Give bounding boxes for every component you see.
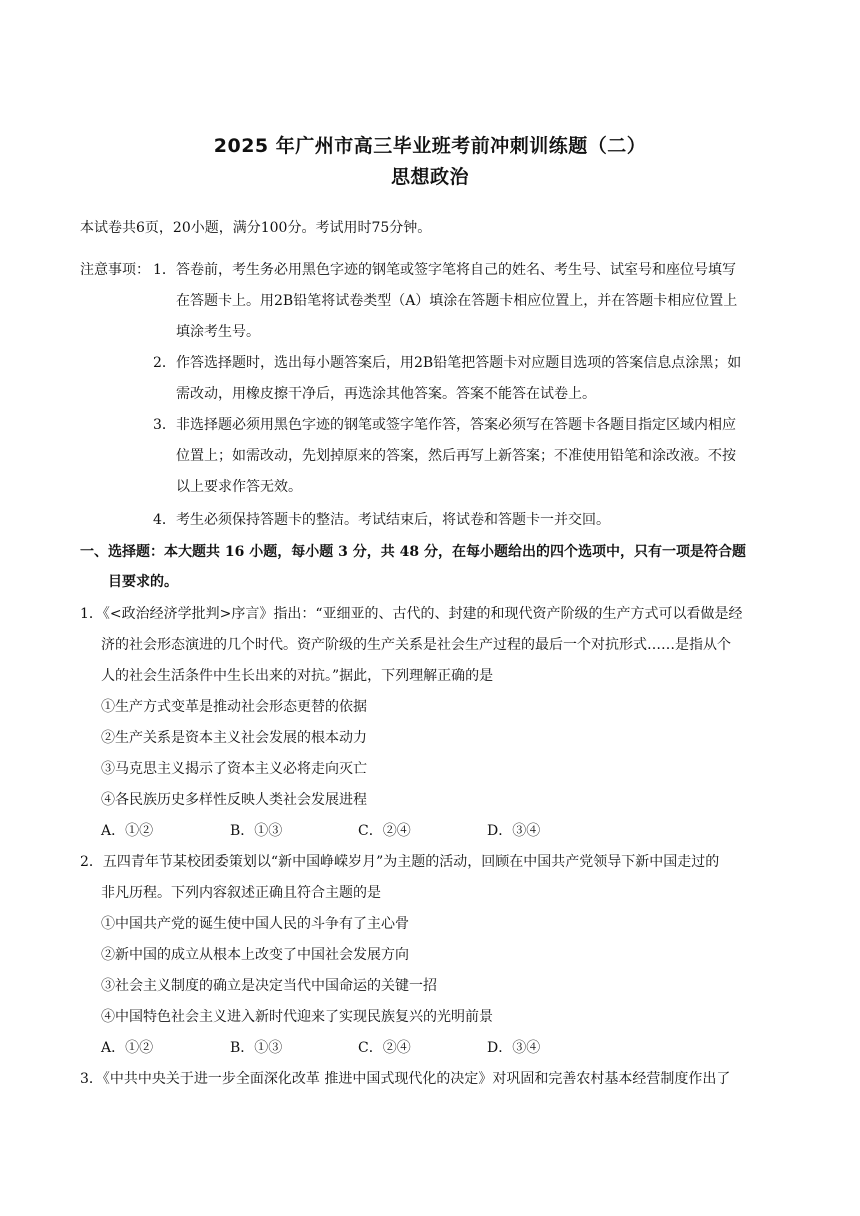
statement: ④中国特色社会主义进入新时代迎来了实现民族复兴的光明前景 [101, 1009, 493, 1025]
answer-option: A．①② [101, 1040, 154, 1056]
statement: ①生产方式变革是推动社会形态更替的依据 [101, 699, 367, 715]
question-stem: 3．《中共中央关于进一步全面深化改革 推进中国式现代化的决定》对巩固和完善农村基本经营制度作出了 [80, 1071, 731, 1087]
answer-option: A．①② [101, 823, 154, 839]
answer-option: C．②④ [358, 1040, 411, 1056]
exam-title: 2025 年广州市高三毕业班考前冲刺训练题（二） [213, 135, 647, 157]
note-line: 在答题卡上。用2B铅笔将试卷类型（A）填涂在答题卡相应位置上，并在答题卡相应位置上 [176, 293, 738, 309]
note-line: 位置上；如需改动，先划掉原来的答案，然后再写上新答案；不准使用铅笔和涂改液。不按 [176, 448, 736, 464]
statement: ②新中国的成立从根本上改变了中国社会发展方向 [101, 947, 409, 963]
answer-option: B．①③ [230, 823, 283, 839]
question-stem: 2．五四青年节某校团委策划以“新中国峥嵘岁月”为主题的活动，回顾在中国共产党领导下新中国走过的 [80, 854, 720, 870]
subject-title: 思想政治 [390, 166, 469, 188]
note-number: 2． [153, 355, 176, 371]
question-stem: 人的社会生活条件中生长出来的对抗。”据此，下列理解正确的是 [101, 668, 494, 684]
statement: ④各民族历史多样性反映人类社会发展进程 [101, 792, 367, 808]
question-stem: 非凡历程。下列内容叙述正确且符合主题的是 [101, 885, 381, 901]
note-number: 1． [153, 262, 176, 278]
intro-text: 本试卷共6页，20小题，满分100分。考试用时75分钟。 [80, 220, 432, 236]
note-line: 需改动，用橡皮擦干净后，再选涂其他答案。答案不能答在试卷上。 [176, 386, 596, 402]
question-stem: 1．《<政治经济学批判>序言》指出：“亚细亚的、古代的、封建的和现代资产阶级的生产方式可以看做是经 [80, 606, 743, 622]
note-line: 非选择题必须用黑色字迹的钢笔或签字笔作答，答案必须写在答题卡各题目指定区域内相应 [176, 417, 736, 433]
statement: ②生产关系是资本主义社会发展的根本动力 [101, 730, 367, 746]
notes-label: 注意事项： [80, 262, 150, 278]
answer-option: C．②④ [358, 823, 411, 839]
section-heading: 一、选择题：本大题共 16 小题，每小题 3 分，共 48 分，在每小题给出的四个选项中，只有一项是符合题 [80, 544, 746, 560]
answer-option: D．③④ [487, 1040, 541, 1056]
statement: ③社会主义制度的确立是决定当代中国命运的关键一招 [101, 978, 437, 994]
note-number: 3． [153, 417, 176, 433]
note-line: 以上要求作答无效。 [176, 479, 302, 495]
answer-option: D．③④ [487, 823, 541, 839]
question-stem: 济的社会形态演进的几个时代。资产阶级的生产关系是社会生产过程的最后一个对抗形式……是指从个 [101, 637, 731, 653]
note-line: 作答选择题时，选出每小题答案后，用2B铅笔把答题卡对应题目选项的答案信息点涂黑；如 [176, 355, 742, 371]
statement: ①中国共产党的诞生使中国人民的斗争有了主心骨 [101, 916, 409, 932]
note-line: 填涂考生号。 [176, 324, 260, 340]
note-number: 4． [153, 512, 176, 528]
note-line: 答卷前，考生务必用黑色字迹的钢笔或签字笔将自己的姓名、考生号、试室号和座位号填写 [176, 262, 736, 278]
note-line: 考生必须保持答题卡的整洁。考试结束后，将试卷和答题卡一并交回。 [176, 512, 610, 528]
answer-option: B．①③ [230, 1040, 283, 1056]
statement: ③马克思主义揭示了资本主义必将走向灭亡 [101, 761, 367, 777]
section-heading: 目要求的。 [108, 574, 178, 590]
